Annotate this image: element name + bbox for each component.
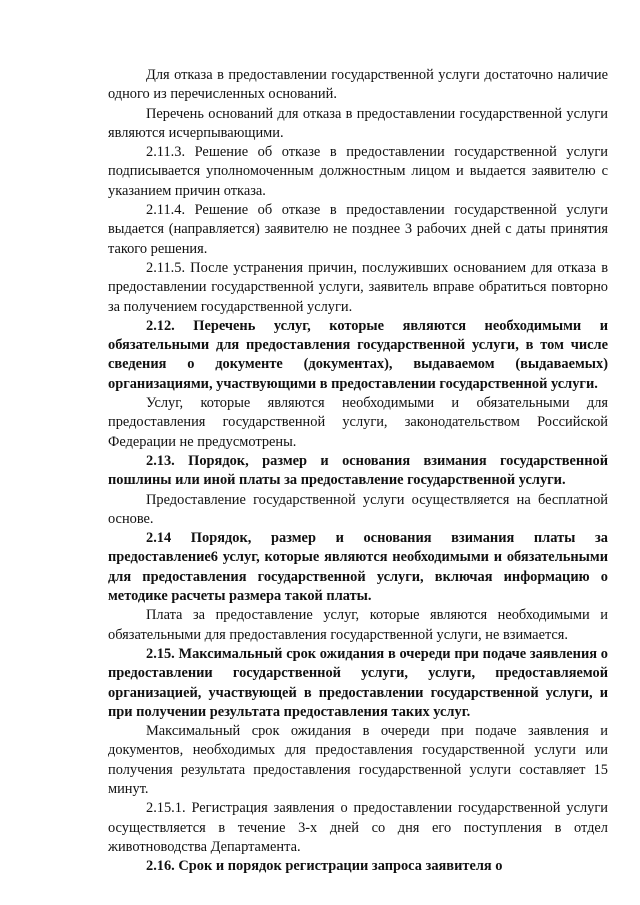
paragraph-services-not-provided: Услуг, которые являются необходимыми и обязательными для предоставления государственной услуги, законодательством Российской Федерации не предусмотрены. (108, 395, 608, 450)
paragraph-free-of-charge: Предоставление государственной услуги осуществляется на бесплатной основе. (108, 491, 608, 527)
paragraph-2-11-5: 2.11.5. После устранения причин, послуживших основанием для отказа в предоставлении государственной услуги, заявитель вправе обратиться повторно за получением государственной услуги. (108, 259, 608, 315)
paragraph-no-fee: Плата за предоставление услуг, которые являются необходимыми и обязательными для предоставления государственной услуги, не взимается. (108, 607, 608, 643)
paragraph-refusal-grounds-exhaustive: Перечень оснований для отказа в предоставлении государственной услуги являются исчерпывающими. (108, 105, 608, 141)
paragraph-refusal-sufficiency: Для отказа в предоставлении государственной услуги достаточно наличие одного из перечисленных оснований. (108, 67, 608, 103)
document-page (108, 66, 608, 876)
heading-2-16: 2.16. Срок и порядок регистрации запроса заявителя о (146, 858, 503, 875)
heading-2-15: 2.15. Максимальный срок ожидания в очереди при подаче заявления о предоставлении государственной услуги, услуги, предоставляемой организацией, участвующей в предоставлении государственной услуги, и при получении результата предоставления таких услуг. (108, 645, 608, 720)
paragraph-2-15-1: 2.15.1. Регистрация заявления о предоставлении государственной услуги осуществляется в течение 3-х дней со дня его поступления в отдел животноводства Департамента. (108, 800, 608, 855)
heading-2-14: 2.14 Порядок, размер и основания взимания платы за предоставление6 услуг, которые являются необходимыми и обязательными для предоставления государственной услуги, включая информацию о методике расчеты размера такой платы. (108, 530, 608, 605)
paragraph-2-11-3: 2.11.3. Решение об отказе в предоставлении государственной услуги подписывается уполномоченным должностным лицом и выдается заявителю с указанием причин отказа. (108, 144, 608, 199)
heading-2-13: 2.13. Порядок, размер и основания взимания государственной пошлины или иной платы за предоставление государственной услуги. (108, 452, 608, 489)
paragraph-2-11-4: 2.11.4. Решение об отказе в предоставлении государственной услуги выдается (направляется) заявителю не позднее 3 рабочих дней с даты принятия такого решения. (108, 202, 608, 257)
heading-2-12: 2.12. Перечень услуг, которые являются необходимыми и обязательными для предоставления государственной услуги, в том числе сведения о документе (документах), выдаваемом (выдаваемых) организациями, участвующими в предоставлении государственной услуги. (108, 317, 608, 392)
paragraph-max-wait-time: Максимальный срок ожидания в очереди при подаче заявления и документов, необходимых для предоставления государственной услуги или получения результата предоставления государственной услуги составляет 15 минут. (108, 723, 608, 797)
